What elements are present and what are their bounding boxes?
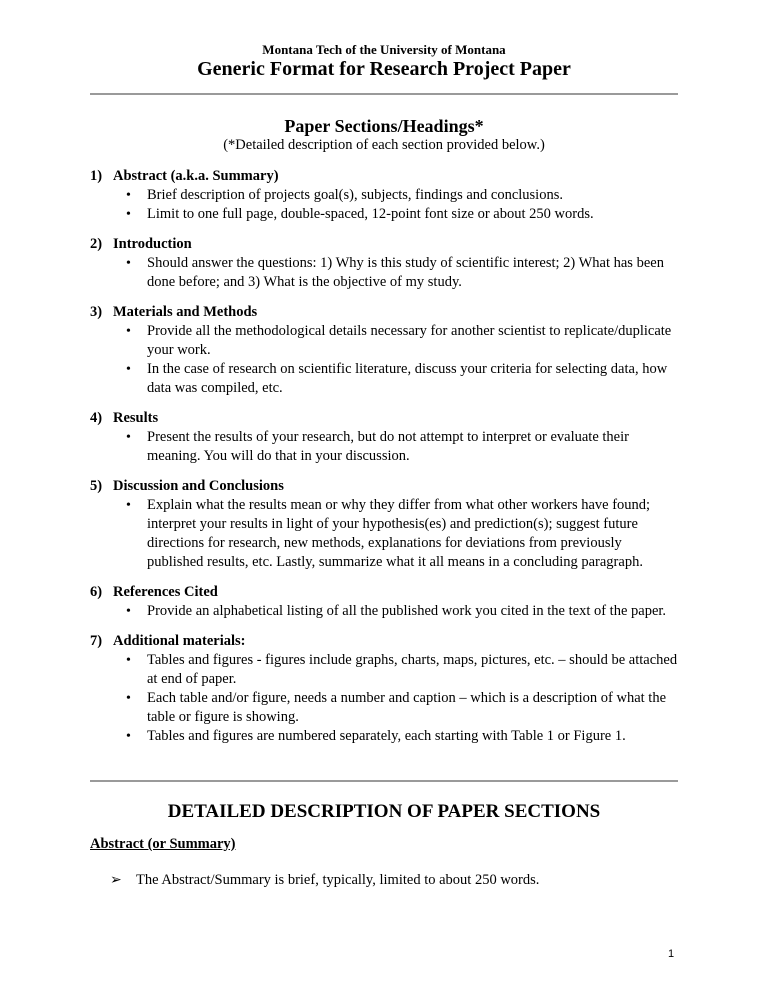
list-item — [110, 872, 539, 889]
section-number: 2) — [90, 236, 103, 252]
bullet-icon: • — [126, 362, 131, 377]
bullet-list — [90, 602, 680, 621]
list-item: • In the case of research on scientific literature, discuss your criteria for selecting data, how data was compiled, etc. — [126, 361, 668, 396]
section-references-cited — [90, 583, 680, 621]
section-number: 4) — [90, 410, 103, 426]
section-heading — [90, 477, 680, 496]
abstract-heading: Abstract (or Summary) — [90, 836, 236, 852]
page-number: 1 — [668, 948, 675, 960]
bullet-icon: • — [126, 653, 131, 668]
abstract-point-text: The Abstract/Summary is brief, typically, limited to about 250 words. — [136, 872, 540, 888]
list-item: • Tables and figures - figures include graphs, charts, maps, pictures, etc. – should be attached at end of paper. — [126, 652, 678, 687]
detailed-description-title: DETAILED DESCRIPTION OF PAPER SECTIONS — [167, 801, 601, 822]
bullet-list — [90, 322, 680, 398]
section-heading — [90, 167, 680, 186]
bullet-list — [90, 428, 680, 466]
section-heading — [90, 583, 680, 602]
section-heading-label: Materials and Methods — [113, 304, 258, 320]
sections-title: Paper Sections/Headings* — [284, 116, 484, 136]
list-item: • Provide all the methodological details necessary for another scientist to replicate/duplicate your work. — [126, 323, 672, 358]
sections-list — [90, 167, 680, 757]
list-item: • Should answer the questions: 1) Why is this study of scientific interest; 2) What has been done before; and 3) What is the objective of my study. — [126, 255, 664, 290]
section-additional-materials — [90, 632, 680, 746]
section-abstract — [90, 167, 680, 224]
section-heading-label: References Cited — [113, 584, 218, 600]
section-heading — [90, 235, 680, 254]
section-number: 7) — [90, 633, 103, 649]
bullet-list — [90, 254, 680, 292]
list-item: • Provide an alphabetical listing of all the published work you cited in the text of the paper. — [126, 603, 667, 619]
bullet-icon: • — [126, 498, 131, 513]
institution-name: Montana Tech of the University of Montana — [262, 42, 506, 57]
list-item: • Each table and/or figure, needs a number and caption – which is a description of what the table or figure is showing. — [126, 690, 667, 725]
list-item: • Explain what the results mean or why they differ from what other workers have found; interpret your results in light of your hypothesis(es) and prediction(s); suggest future directions for research, new methods, explanations for deviations from previously published results, etc. Lastly, summarize what it all means in a concluding paragraph. — [126, 497, 651, 570]
document-title: Generic Format for Research Project Paper — [197, 58, 571, 80]
section-discussion-conclusions — [90, 477, 680, 572]
bullet-icon: • — [126, 604, 131, 619]
section-heading — [90, 632, 680, 651]
section-heading — [90, 303, 680, 322]
section-heading-label: Introduction — [113, 236, 192, 252]
bullet-icon: • — [126, 430, 131, 445]
top-divider — [90, 93, 678, 95]
section-heading — [90, 409, 680, 428]
bullet-icon: • — [126, 691, 131, 706]
list-item: • Present the results of your research, but do not attempt to interpret or evaluate their meaning. You will do that in your discussion. — [126, 429, 629, 464]
section-introduction — [90, 235, 680, 292]
list-item: • Limit to one full page, double-spaced, 12-point font size or about 250 words. — [126, 206, 594, 222]
bullet-icon: • — [126, 324, 131, 339]
section-results — [90, 409, 680, 466]
bullet-list — [90, 496, 680, 572]
section-divider — [90, 780, 678, 782]
list-item: • Brief description of projects goal(s), subjects, findings and conclusions. — [126, 187, 563, 203]
section-heading-label: Abstract (a.k.a. Summary) — [113, 168, 279, 184]
section-number: 1) — [90, 168, 103, 184]
bullet-icon: • — [126, 188, 131, 203]
section-materials-methods — [90, 303, 680, 398]
section-number: 3) — [90, 304, 103, 320]
list-item: • Tables and figures are numbered separately, each starting with Table 1 or Figure 1. — [126, 728, 626, 744]
arrow-bullet-icon: ➢ — [110, 873, 122, 888]
section-heading-label: Discussion and Conclusions — [113, 478, 284, 494]
section-number: 5) — [90, 478, 103, 494]
section-heading-label: Additional materials: — [113, 633, 246, 649]
bullet-icon: • — [126, 256, 131, 271]
bullet-icon: • — [126, 207, 131, 222]
bullet-icon: • — [126, 729, 131, 744]
sections-subtitle: (*Detailed description of each section provided below.) — [223, 137, 545, 153]
section-heading-label: Results — [113, 410, 159, 426]
bullet-list — [90, 186, 680, 224]
bullet-list — [90, 651, 680, 746]
section-number: 6) — [90, 584, 103, 600]
